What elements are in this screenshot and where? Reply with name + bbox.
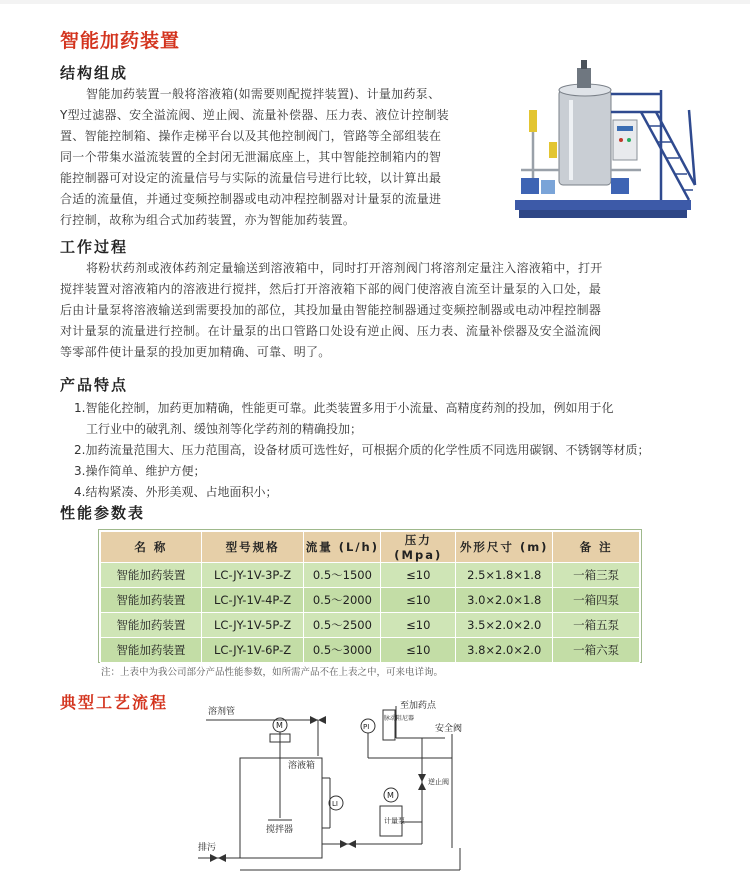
cell-model: LC-JY-1V-4P-Z: [201, 588, 304, 613]
cell-name: 智能加药装置: [101, 613, 202, 638]
feature-item: 4.结构紧凑、外形美观、占地面积小；: [74, 485, 278, 499]
outlet-valve-symbol: [340, 840, 356, 848]
table-row: [101, 588, 640, 613]
equipment-gauge: [529, 110, 537, 132]
label-check-valve: 逆止阀: [428, 778, 449, 786]
process-line: 后由计量泵将溶液输送到需要投加的部位，其投加量由智能控制器通过变频控制器或电动冲程控制器: [60, 303, 602, 317]
label-li: LI: [332, 800, 338, 808]
cell-model: LC-JY-1V-3P-Z: [201, 563, 304, 588]
cell-model: LC-JY-1V-6P-Z: [201, 638, 304, 663]
drain-valve-symbol: [210, 854, 226, 862]
label-safety-valve: 安全阀: [435, 724, 463, 734]
label-drain: 排污: [198, 843, 217, 853]
cell-pressure: ≤10: [381, 638, 456, 663]
cell-pressure: ≤10: [381, 563, 456, 588]
equipment-pump: [521, 178, 539, 194]
cell-flow: 0.5～2000: [304, 588, 381, 613]
feature-item: 1.智能化控制，加药更加精确，性能更可靠。此类装置多用于小流量、高精度药剂的投加，例如用于化: [74, 401, 614, 415]
label-tank: 溶液箱: [288, 761, 316, 771]
col-header-flow: 流量 (L/h): [304, 532, 381, 563]
process-line: 搅拌装置对溶液箱内的溶液进行搅拌，然后打开溶液箱下部的阀门使溶液自流至计量泵的入口处，最: [60, 282, 602, 296]
feature-item: 3.操作简单、维护方便；: [74, 464, 206, 478]
table-note: 注：上表中为我公司部分产品性能参数，如所需产品不在上表之中，可来电详询。: [101, 667, 444, 678]
cell-name: 智能加药装置: [101, 638, 202, 663]
structure-line: 能控制器可对设定的流量信号与实际的流量信号进行比较，以计算出最: [60, 171, 442, 185]
col-header-pressure: 压力 (Mpa): [381, 532, 456, 563]
structure-line: Y型过滤器、安全溢流阀、逆止阀、流量补偿器、压力表、液位计控制装: [60, 108, 449, 122]
table-header-row: [101, 532, 640, 563]
cell-flow: 0.5～1500: [304, 563, 381, 588]
cell-remark: 一箱三泵: [553, 563, 640, 588]
equipment-tank: [559, 90, 611, 185]
label-to-dosing-point: 至加药点: [400, 701, 437, 711]
top-strip: [0, 0, 750, 4]
cell-flow: 0.5～2500: [304, 613, 381, 638]
params-heading: 性能参数表: [60, 504, 146, 522]
cell-pressure: ≤10: [381, 613, 456, 638]
col-header-remark: 备 注: [553, 532, 640, 563]
feature-item: 2.加药流量范围大、压力范围高，设备材质可选性好，可根据介质的化学性质不同选用碳钢、不锈钢等材质；: [74, 443, 650, 457]
label-motor-1: M: [276, 721, 283, 730]
equipment-photo: [511, 50, 699, 238]
table-row: [101, 638, 640, 663]
cell-flow: 0.5～3000: [304, 638, 381, 663]
cell-remark: 一箱四泵: [553, 588, 640, 613]
table-row: [101, 563, 640, 588]
col-header-name: 名 称: [101, 532, 202, 563]
structure-line: 合适的流量值，并通过变频控制器或电动冲程控制器对计量泵的流量进: [60, 192, 442, 206]
process-flow-diagram: [190, 698, 480, 878]
cell-remark: 一箱五泵: [553, 613, 640, 638]
page-title: 智能加药装置: [60, 30, 181, 52]
process-heading: 工作过程: [60, 238, 129, 256]
cell-remark: 一箱六泵: [553, 638, 640, 663]
structure-line: 行控制，故称为组合式加药装置，亦为智能加药装置。: [60, 213, 356, 227]
structure-line: 同一个带集水溢流装置的全封闭无泄漏底座上，其中智能控制箱内的智: [60, 150, 442, 164]
label-pulsation-damper: 脉动阻尼器: [384, 715, 415, 722]
cell-name: 智能加药装置: [101, 588, 202, 613]
feature-item-continued: 工行业中的破乳剂、缓蚀剂等化学药剂的精确投加；: [86, 422, 363, 436]
cell-dimensions: 3.0×2.0×1.8: [456, 588, 553, 613]
structure-paragraph: [60, 84, 500, 231]
label-metering-pump: 计量泵: [384, 817, 405, 825]
table-row: [101, 613, 640, 638]
cell-dimensions: 3.5×2.0×2.0: [456, 613, 553, 638]
label-solvent-pipe: 溶剂管: [208, 707, 236, 717]
col-header-model: 型号规格: [201, 532, 304, 563]
cell-dimensions: 3.8×2.0×2.0: [456, 638, 553, 663]
process-line: 将粉状药剂或液体药剂定量输送到溶液箱中，同时打开溶剂阀门将溶剂定量注入溶液箱中，打开: [86, 261, 603, 275]
structure-line: 置、智能控制箱、操作走梯平台以及其他控制阀门，管路等全部组装在: [60, 129, 442, 143]
label-motor-2: M: [387, 791, 394, 800]
check-valve-symbol: [418, 774, 426, 790]
features-list: [74, 398, 694, 503]
process-line: 等零部件使计量泵的投加更加精确、可靠、明了。: [60, 345, 331, 359]
col-header-dimensions: 外形尺寸 (m): [456, 532, 553, 563]
solution-tank: [240, 758, 322, 858]
structure-heading: 结构组成: [60, 64, 129, 82]
equipment-motor: [577, 68, 591, 88]
label-agitator: 搅拌器: [266, 825, 294, 835]
process-line: 对计量泵的流量进行控制。在计量泵的出口管路口处设有逆止阀、压力表、流量补偿器及安全溢流阀: [60, 324, 602, 338]
equipment-base: [515, 200, 691, 210]
cell-dimensions: 2.5×1.8×1.8: [456, 563, 553, 588]
params-table: [100, 531, 640, 663]
process-paragraph: [60, 258, 696, 363]
flow-heading: 典型工艺流程: [60, 693, 169, 712]
cell-name: 智能加药装置: [101, 563, 202, 588]
cell-pressure: ≤10: [381, 588, 456, 613]
features-heading: 产品特点: [60, 376, 129, 394]
structure-line: 智能加药装置一般将溶液箱(如需要则配搅拌装置)、计量加药泵、: [86, 87, 441, 101]
label-pi: PI: [363, 723, 370, 731]
cell-model: LC-JY-1V-5P-Z: [201, 613, 304, 638]
